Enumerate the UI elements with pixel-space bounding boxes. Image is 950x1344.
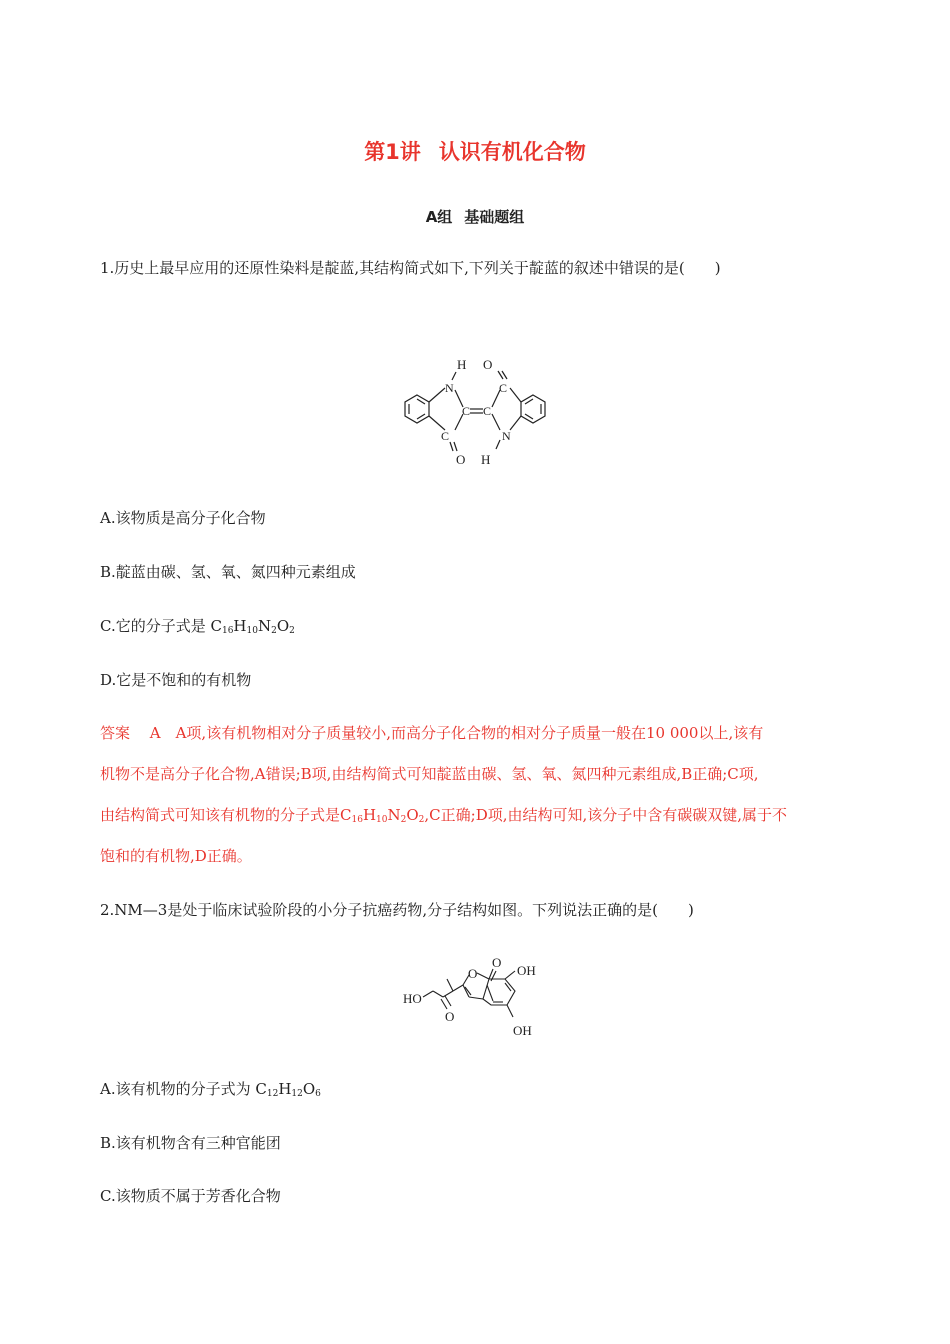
indigo-h-bottom: H: [481, 452, 491, 467]
indigo-structure: [395, 352, 555, 472]
indigo-o-bottom: O: [456, 452, 466, 467]
sub: 10: [246, 626, 258, 636]
sub: 10: [376, 815, 388, 825]
text: ,C正确;D项,由结构可知,该分子中含有碳碳双键,属于不: [424, 806, 788, 824]
page-title: [0, 136, 950, 166]
q1-c-prefix: C.它的分子式是 C: [100, 617, 222, 635]
nm3-o-ring: O: [468, 966, 478, 981]
nm3-ho-left: HO: [403, 991, 422, 1006]
q2-option-b: B.该有机物含有三种官能团: [100, 1134, 281, 1152]
q1-answer-line-3: [100, 805, 860, 825]
nm3-oh-top: OH: [517, 963, 536, 978]
element: O: [302, 1080, 316, 1098]
q1-answer-line-4: 饱和的有机物,D正确。: [100, 847, 252, 865]
q2-stem: 2.NM—3是处于临床试验阶段的小分子抗癌药物,分子结构如图。下列说法正确的是( ): [100, 901, 694, 919]
nm3-o-carbonyl: O: [445, 1009, 455, 1024]
element: O: [406, 806, 419, 824]
text: 由结构简式可知该有机物的分子式是C: [100, 806, 352, 824]
indigo-h-top: H: [457, 357, 467, 372]
nm3-structure-svg: [395, 945, 565, 1045]
element: N: [387, 806, 401, 824]
nm3-structure: [395, 945, 565, 1045]
indigo-c-right: C: [483, 404, 492, 418]
q1-option-a: A.该物质是高分子化合物: [100, 509, 266, 527]
nm3-o-top: O: [492, 955, 502, 970]
group-label: A组: [425, 208, 453, 226]
element: O: [276, 617, 290, 635]
indigo-c-bottom: C: [441, 429, 450, 443]
sub: 16: [351, 815, 363, 825]
indigo-structure-svg: [395, 352, 555, 472]
sub: 2: [418, 815, 425, 825]
q1-option-d: D.它是不饱和的有机物: [100, 671, 252, 689]
indigo-c-left: C: [462, 404, 471, 418]
indigo-o-top: O: [483, 357, 493, 372]
indigo-n-top: N: [445, 381, 454, 395]
lecture-number: 第1讲: [364, 140, 421, 164]
q1-stem: 1.历史上最早应用的还原性染料是靛蓝,其结构简式如下,下列关于靛蓝的叙述中错误的是( ): [100, 259, 721, 277]
element: H: [233, 617, 247, 635]
sub: 2: [271, 626, 277, 636]
text: A.该有机物的分子式为 C: [100, 1080, 267, 1098]
group-name: 基础题组: [464, 208, 525, 226]
indigo-c-top: C: [499, 381, 508, 395]
sub: 16: [221, 626, 234, 636]
sub: 2: [289, 626, 295, 636]
sub: 6: [315, 1089, 321, 1099]
sub: 2: [400, 815, 407, 825]
q2-option-a: [100, 1079, 860, 1099]
nm3-oh-bottom: OH: [513, 1023, 532, 1038]
q1-option-b: B.靛蓝由碳、氢、氧、氮四种元素组成: [100, 563, 356, 581]
lecture-topic: 认识有机化合物: [438, 140, 586, 164]
q1-answer-line-2: 机物不是高分子化合物,A错误;B项,由结构简式可知靛蓝由碳、氢、氧、氮四种元素组成,B正确;C项,: [100, 765, 759, 783]
element: H: [362, 806, 377, 824]
element: H: [278, 1080, 292, 1098]
indigo-n-bottom: N: [502, 429, 511, 443]
group-heading: [0, 206, 950, 227]
sub: 12: [266, 1089, 279, 1099]
q2-option-c: C.该物质不属于芳香化合物: [100, 1187, 281, 1205]
q1-option-c: [100, 616, 860, 636]
q1-answer-line-1: 答案 A A项,该有机物相对分子质量较小,而高分子化合物的相对分子质量一般在10 000以上,该有: [100, 724, 764, 742]
element: N: [257, 617, 272, 635]
sub: 12: [291, 1089, 303, 1099]
